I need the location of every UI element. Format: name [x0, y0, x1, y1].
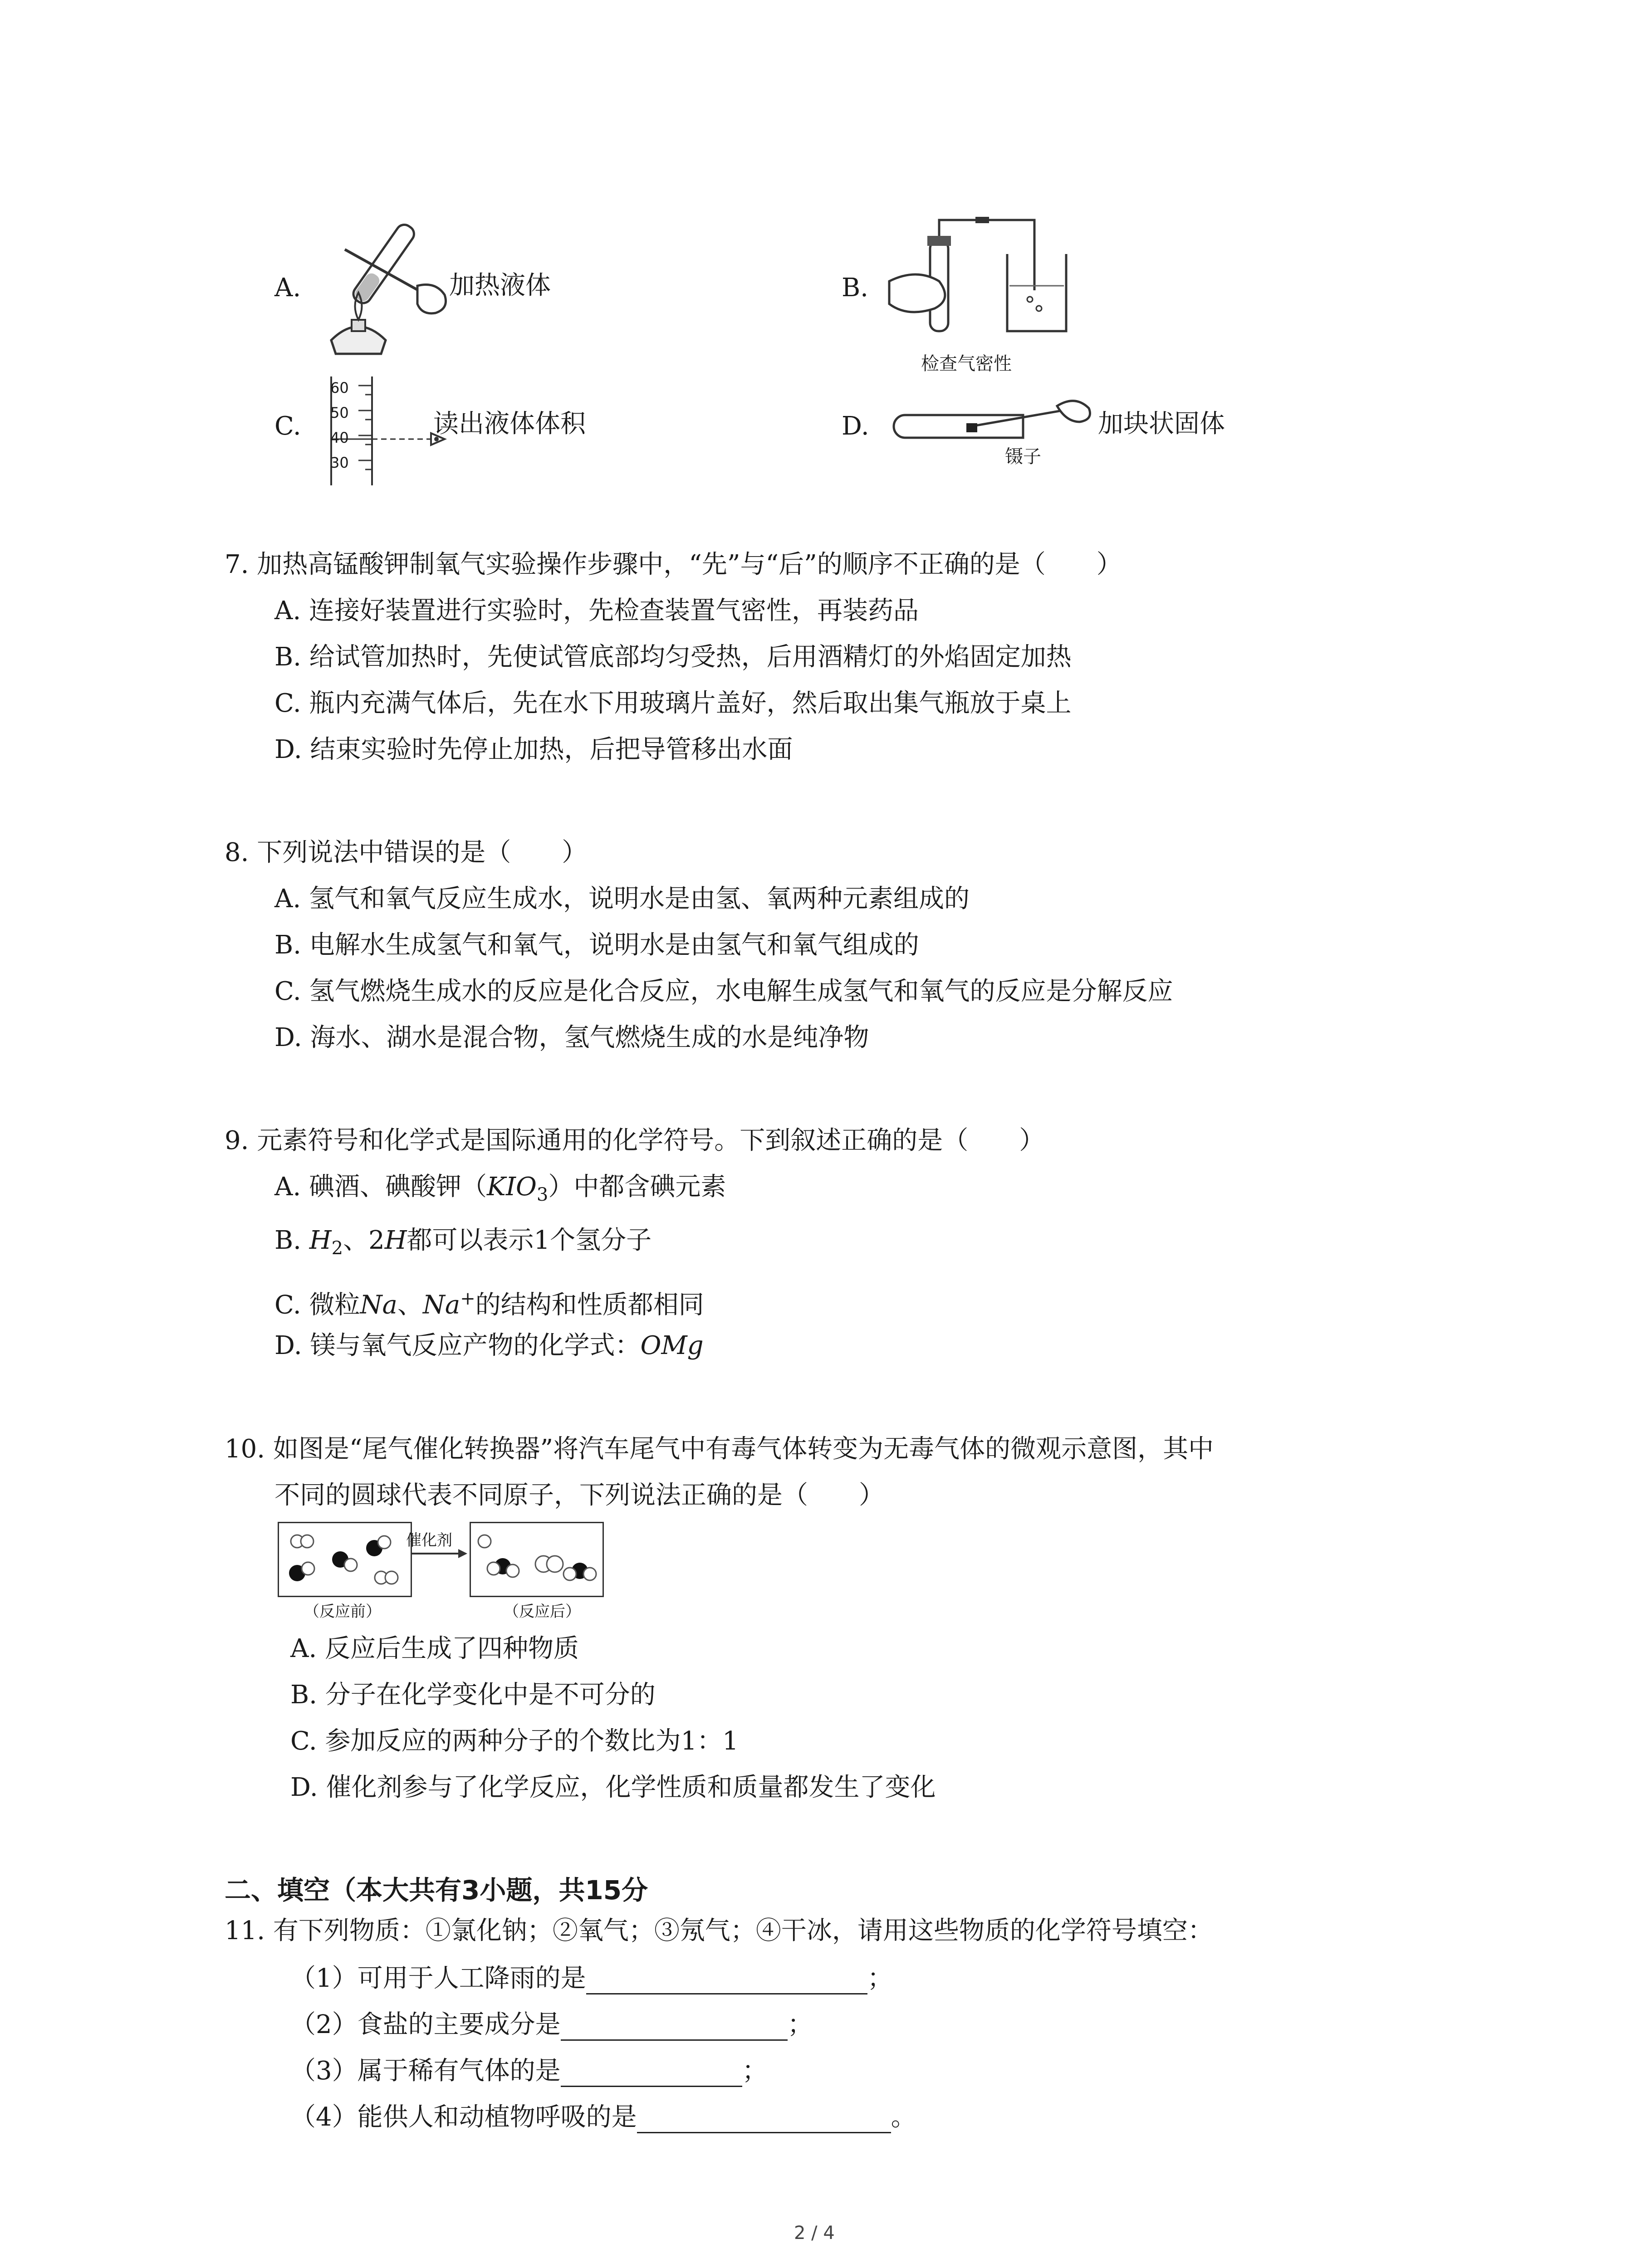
scale-label: 40: [330, 429, 349, 446]
chemical-formula: OMg: [640, 1331, 704, 1360]
question-stem: 9. 元素符号和化学式是国际通用的化学符号。下到叙述正确的是（ ）: [225, 1126, 1045, 1155]
question-option: C. 氢气燃烧生成水的反应是化合反应，水电解生成氢气和氧气的反应是分解反应: [274, 977, 1173, 1006]
chemical-formula: H: [384, 1226, 407, 1255]
chemical-formula: Na: [422, 1290, 460, 1320]
figure-caption: 检查气密性: [921, 353, 1012, 374]
question-stem: 11. 有下列物质：①氯化钠；②氧气；③氖气；④干冰，请用这些物质的化学符号填空：: [225, 1916, 1213, 1945]
question-option: C. 微粒Na、Na+的结构和性质都相同: [274, 1288, 704, 1320]
question-option: A. 碘酒、碘酸钾$(KIO_3)$中都含碘元素: [274, 1172, 726, 1206]
option-letter: D.: [842, 411, 869, 441]
question-option: C. 瓶内充满气体后，先在水下用玻璃片盖好，然后取出集气瓶放于桌上: [274, 689, 1072, 718]
reaction-arrow: [411, 1547, 470, 1560]
chemical-formula: H: [309, 1226, 332, 1255]
question-option: D. 海水、湖水是混合物，氢气燃烧生成的水是纯净物: [274, 1023, 869, 1052]
after-reaction-box: [470, 1522, 604, 1597]
question-option: A. 反应后生成了四种物质: [290, 1634, 579, 1663]
question-option: A. 氢气和氧气反应生成水，说明水是由氢、氧两种元素组成的: [274, 884, 970, 914]
answer-blank[interactable]: [561, 2062, 742, 2087]
question-stem: 不同的圆球代表不同原子，下列说法正确的是（ ）: [274, 1481, 884, 1510]
option-letter: C.: [274, 411, 301, 441]
airtightness-check-figure: [880, 213, 1080, 345]
answer-blank[interactable]: [561, 2016, 788, 2041]
option-label: 读出液体体积: [433, 409, 586, 439]
before-caption: （反应前）: [304, 1603, 381, 1621]
option-letter: B.: [842, 273, 868, 303]
scale-label: 30: [330, 454, 349, 471]
question-option: B. $H_2$、2H都可以表示1个氢分子: [274, 1226, 652, 1259]
answer-blank[interactable]: [637, 2108, 891, 2133]
fill-item: （1）可用于人工降雨的是 ；: [290, 1963, 893, 1994]
question-option: D. 镁与氧气反应产物的化学式：OMg: [274, 1331, 704, 1360]
page-number: 2 / 4: [794, 2223, 835, 2244]
fill-item: （4）能供人和动植物呼吸的是 。: [290, 2102, 916, 2133]
option-label: 加块状固体: [1098, 409, 1225, 439]
chemical-formula: KIO: [487, 1172, 537, 1202]
adding-solid-figure: [889, 397, 1102, 447]
question-stem: 7. 加热高锰酸钾制氧气实验操作步骤中，“先”与“后”的顺序不正确的是（ ）: [225, 550, 1122, 579]
question-option: B. 分子在化学变化中是不可分的: [290, 1680, 656, 1710]
fill-item: （3）属于稀有气体的是 ；: [290, 2055, 768, 2087]
answer-blank[interactable]: [586, 1970, 867, 1994]
question-option: D. 结束实验时先停止加热，后把导管移出水面: [274, 735, 793, 764]
question-stem: 8. 下列说法中错误的是（ ）: [225, 838, 588, 867]
before-reaction-box: [278, 1522, 412, 1597]
arrow-label: 催化剂: [406, 1531, 452, 1549]
question-stem: 10. 如图是“尾气催化转换器”将汽车尾气中有毒气体转变为无毒气体的微观示意图，其中: [225, 1434, 1214, 1464]
option-letter: A.: [274, 273, 301, 303]
scale-label: 60: [330, 379, 349, 396]
question-option: D. 催化剂参与了化学反应，化学性质和质量都发生了变化: [290, 1773, 936, 1802]
fill-item: （2）食盐的主要成分是 ；: [290, 2009, 813, 2041]
section-heading: 二、填空（本大共有3小题，共15分: [225, 1875, 648, 1906]
scale-label: 50: [330, 404, 349, 421]
question-option: C. 参加反应的两种分子的个数比为1：1: [290, 1726, 739, 1756]
figure-caption: 镊子: [1005, 446, 1041, 467]
option-label: 加热液体: [449, 271, 551, 300]
chemical-formula: Na: [360, 1290, 397, 1320]
after-caption: （反应后）: [504, 1603, 581, 1621]
question-option: A. 连接好装置进行实验时，先检查装置气密性，再装药品: [274, 596, 919, 626]
heating-liquid-figure: [313, 209, 458, 363]
question-option: B. 电解水生成氢气和氧气，说明水是由氢气和氧气组成的: [274, 930, 919, 960]
question-option: B. 给试管加热时，先使试管底部均匀受热，后用酒精灯的外焰固定加热: [274, 642, 1072, 672]
